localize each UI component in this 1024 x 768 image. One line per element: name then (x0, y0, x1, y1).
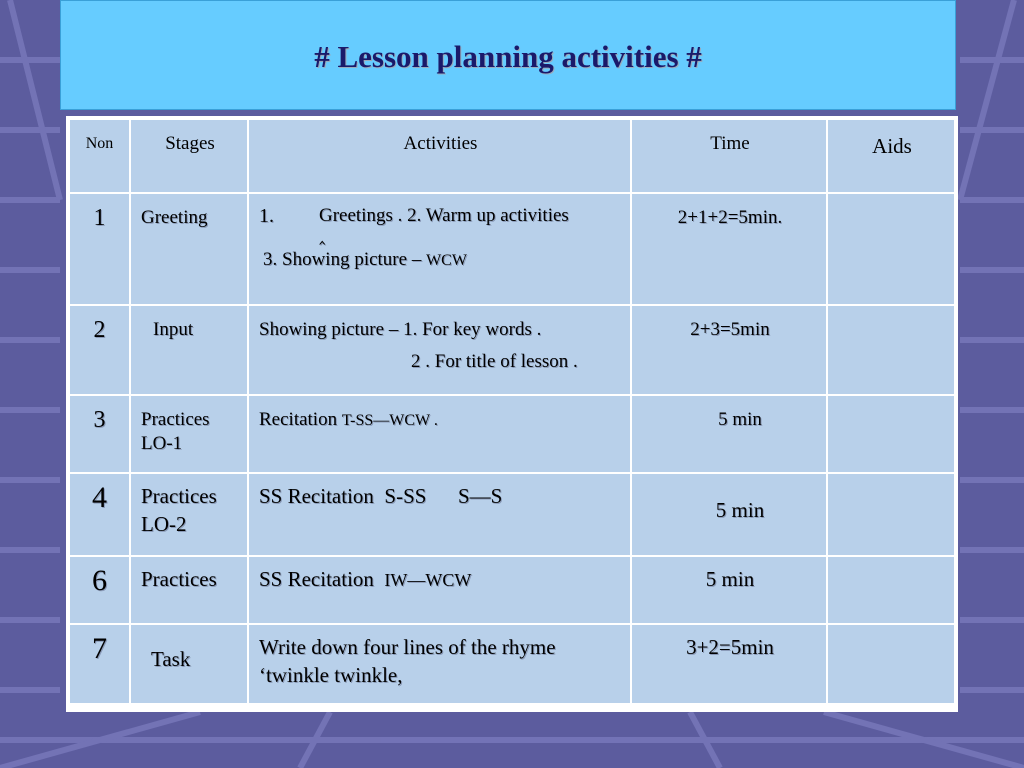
activity-line-2: ‘twinkle twinkle, (259, 663, 403, 687)
activity-text (249, 625, 630, 689)
cell-aids (828, 396, 954, 472)
aids-value (828, 625, 954, 637)
cell-aids (828, 194, 954, 304)
activity-text (249, 557, 630, 594)
header-time (632, 120, 826, 192)
cell-stage (131, 557, 247, 623)
time-value: 5 min (715, 498, 765, 522)
cell-time (632, 396, 826, 472)
cell-stage (131, 194, 247, 304)
activity-line-1: Greetings . 2. Warm up activities (319, 205, 569, 226)
activity-text (249, 396, 630, 433)
row-number: 6 (92, 564, 107, 597)
row-number: 4 (92, 481, 107, 514)
header-activities (249, 120, 630, 192)
cell-aids (828, 557, 954, 623)
activity-text (249, 306, 630, 378)
time-value: 5 min (718, 409, 762, 430)
time-value: 2+3=5min (690, 319, 770, 340)
cell-time (632, 557, 826, 623)
stage-label: Greeting (141, 207, 208, 228)
stage-line-1: Practices (141, 409, 210, 430)
header-stages-label: Stages (165, 133, 215, 154)
header-activities-label: Activities (403, 133, 478, 154)
time-value: 5 min (705, 567, 755, 591)
activity-part-a: Recitation (259, 409, 342, 430)
aids-value (828, 474, 954, 486)
activity-line-3a: 3. Showing picture – (263, 249, 427, 270)
cell-time (632, 625, 826, 703)
cell-non (70, 396, 129, 472)
activity-line-3b: WCW (426, 252, 467, 269)
cell-time (632, 306, 826, 394)
cell-activity (249, 194, 630, 304)
aids-value (828, 194, 954, 206)
activity-prefix: 1. (259, 205, 274, 227)
activity-text: SS Recitation S-SS S—S (259, 484, 503, 508)
cell-non (70, 625, 129, 703)
aids-value (828, 306, 954, 318)
stage-line-1: Practices (141, 484, 217, 508)
table-header-row (70, 120, 954, 192)
cell-stage (131, 306, 247, 394)
stage-line-2: LO-2 (141, 512, 187, 536)
time-value: 3+2=5min (686, 635, 774, 659)
table-row (70, 396, 954, 472)
stage-label: Input (153, 319, 194, 340)
stage-label: Practices (141, 567, 217, 591)
row-number: 2 (93, 317, 106, 343)
cell-activity (249, 306, 630, 394)
time-value: 2+1+2=5min. (677, 207, 783, 228)
table-row (70, 306, 954, 394)
cell-non (70, 474, 129, 555)
header-aids (828, 120, 954, 192)
header-time-label: Time (710, 133, 750, 154)
cell-activity (249, 474, 630, 555)
row-number: 7 (92, 632, 107, 665)
table-row (70, 557, 954, 623)
header-non-label: Non (85, 135, 114, 152)
cell-activity (249, 625, 630, 703)
title-banner (60, 0, 956, 110)
lesson-plan-table-container (66, 116, 958, 712)
table-row (70, 474, 954, 555)
cell-time (632, 194, 826, 304)
cell-non (70, 557, 129, 623)
header-non (70, 120, 129, 192)
cell-non (70, 306, 129, 394)
table-row (70, 625, 954, 703)
activity-line-2: ‸ (319, 224, 326, 245)
lesson-plan-table (68, 118, 956, 705)
activity-part-b: T-SS—WCW . (341, 412, 438, 429)
row-number: 3 (93, 407, 106, 433)
activity-line-2: 2 . For title of lesson . (411, 351, 578, 372)
activity-line-1: Write down four lines of the rhyme (259, 635, 556, 659)
cell-aids (828, 625, 954, 703)
cell-activity (249, 396, 630, 472)
stage-label (131, 396, 247, 456)
cell-stage (131, 396, 247, 472)
stage-label (131, 474, 247, 538)
activity-line (259, 204, 622, 228)
row-number: 1 (93, 205, 106, 231)
activity-text (249, 194, 630, 273)
cell-activity (249, 557, 630, 623)
stage-line-2: LO-1 (141, 433, 183, 454)
activity-part-a: SS Recitation (259, 567, 385, 591)
aids-value (828, 557, 954, 569)
cell-non (70, 194, 129, 304)
table-row (70, 194, 954, 304)
activity-line-1: Showing picture – 1. For key words . (259, 319, 542, 340)
page-title: # Lesson planning activities # (314, 39, 702, 74)
activity-line-3 (259, 248, 622, 273)
aids-value (828, 396, 954, 408)
header-stages (131, 120, 247, 192)
cell-time (632, 474, 826, 555)
cell-stage (131, 474, 247, 555)
stage-label: Task (151, 647, 191, 671)
activity-part-b: IW—WCW (384, 570, 472, 590)
cell-aids (828, 306, 954, 394)
cell-aids (828, 474, 954, 555)
header-aids-label: Aids (872, 134, 912, 158)
cell-stage (131, 625, 247, 703)
